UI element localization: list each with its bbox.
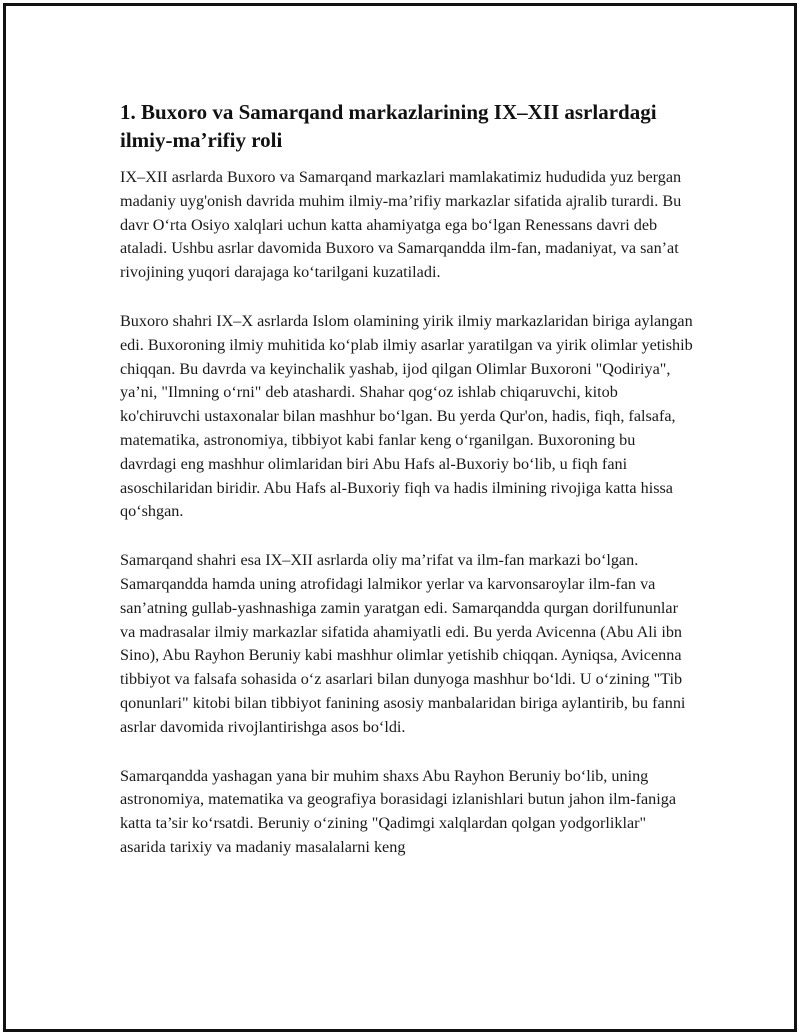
paragraph-intro: IX–XII asrlarda Buxoro va Samarqand markazlari mamlakatimiz hududida yuz bergan madaniy uyg'onish davrida muhim ilmiy-ma’rifiy markazlar sifatida ajralib turardi. Bu davr O‘rta Osiyo xalqlari uchun katta ahamiyatga ega bo‘lgan Renessans davri deb ataladi. Ushbu asrlar davomida Buxoro va Samarqandda ilm-fan, madaniyat, va san’at rivojining yuqori darajaga ko‘tarilgani kuzatiladi.: [120, 168, 682, 282]
page-frame: [3, 3, 797, 1032]
paragraph-beruniy: Samarqandda yashagan yana bir muhim shaxs Abu Rayhon Beruniy bo‘lib, uning astronomiya, matematika va geografiya borasidagi izlanishlari butun jahon ilm-faniga katta ta’sir ko‘rsatdi. Beruniy o‘zining "Qadimgi xalqlardan qolgan yodgorliklar" asarida tarixiy va madaniy masalalarni keng: [120, 766, 677, 856]
section-heading: 1. Buxoro va Samarqand markazlarining IX–XII asrlardagi ilmiy-ma’rifiy roli: [120, 100, 657, 152]
paragraph-samarkand: Samarqand shahri esa IX–XII asrlarda oliy ma’rifat va ilm-fan markazi bo‘lgan. Samarqandda hamda uning atrofidagi lalmikor yerlar va karvonsaroylar ilm-fan va san’atning gullab-yashnashiga zamin yaratgan edi. Samarqandda qurgan dorilfununlar va madrasalar ilmiy markazlar sifatida ahamiyatli edi. Bu yerda Avicenna (Abu Ali ibn Sino), Abu Rayhon Beruniy kabi mashhur olimlar yetishib chiqqan. Ayniqsa, Avicenna tibbiyot va falsafa sohasida o‘z asarlari bilan dunyoga mashhur bo‘ldi. U o‘zining "Tib qonunlari" kitobi bilan tibbiyot fanining asosiy manbalaridan biriga aylantirib, bu fanni asrlar davomida rivojlantirishga asos bo‘ldi.: [120, 551, 686, 736]
paragraph-bukhara: Buxoro shahri IX–X asrlarda Islom olamining yirik ilmiy markazlaridan biriga aylangan edi. Buxoroning ilmiy muhitida ko‘plab ilmiy asarlar yaratilgan va yirik olimlar yetishib chiqqan. Bu davrda va keyinchalik yashab, ijod qilgan Olimlar Buxoroni "Qodiriya", ya’ni, "Ilmning o‘rni" deb atashardi. Shahar qog‘oz ishlab chiqaruvchi, kitob ko'chiruvchi ustaxonalar bilan mashhur bo‘lgan. Bu yerda Qur'on, hadis, fiqh, falsafa, matematika, astronomiya, tibbiyot kabi fanlar keng o‘rganilgan. Buxoroning bu davrdagi eng mashhur olimlaridan biri Abu Hafs al-Buxoriy bo‘lib, u fiqh fani asoschilaridan biridir. Abu Hafs al-Buxoriy fiqh va hadis ilmining rivojiga katta hissa qo‘shgan.: [120, 311, 693, 521]
document-body: [120, 98, 695, 885]
